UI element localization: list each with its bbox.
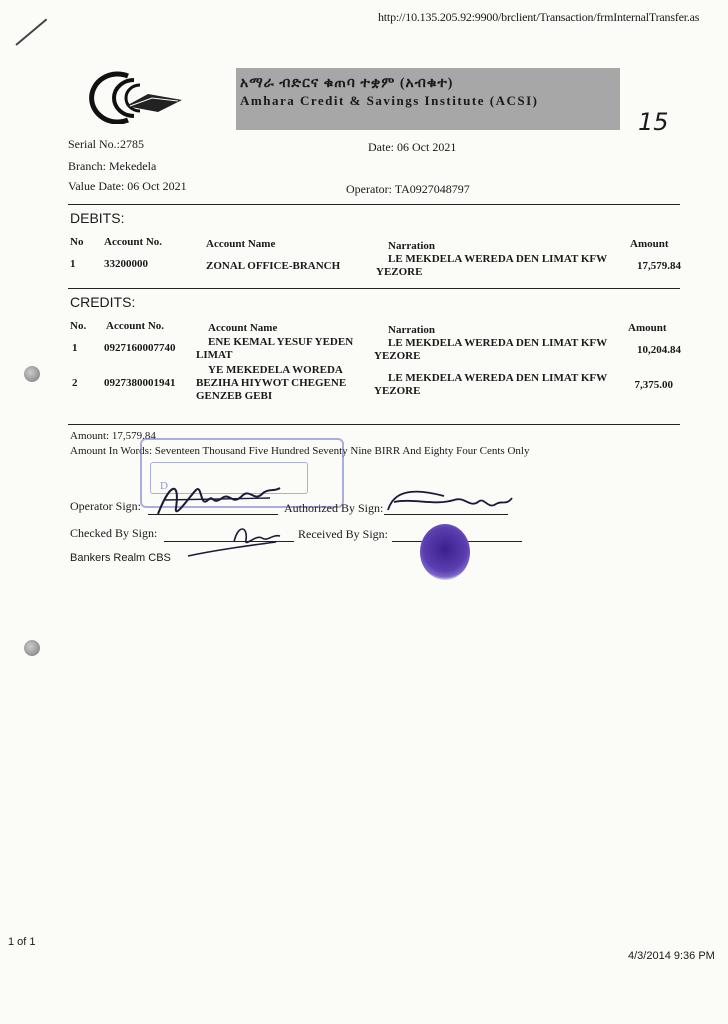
authorized-sign-label: Authorized By Sign: — [284, 501, 384, 515]
thumbprint-seal — [420, 524, 470, 580]
acsi-logo-icon — [78, 70, 188, 124]
credit-row-narration: LE MEKDELA WEREDA DEN LIMAT KFW YEZORE — [374, 372, 607, 397]
credits-header-account-name: Account Name — [208, 322, 278, 334]
debits-header-account-name: Account Name — [206, 238, 276, 250]
debit-row-account-no: 33200000 — [104, 258, 148, 270]
debits-header-account-no: Account No. — [104, 236, 163, 248]
debit-row-account-name: ZONAL OFFICE-BRANCH — [206, 260, 341, 272]
debits-title: DEBITS: — [70, 210, 125, 226]
authorized-signature-icon — [384, 486, 514, 518]
received-by-sign-label: Received By Sign: — [298, 527, 388, 541]
debits-header-no: No — [70, 236, 84, 248]
credit-row-no: 1 — [72, 342, 78, 354]
punch-hole — [24, 366, 40, 382]
credit-row-account-no: 0927380001941 — [104, 377, 176, 389]
org-name-amharic: አማራ ብድርና ቁጠባ ተቋም (አብቁተ) — [240, 76, 454, 91]
serial-number: Serial No.:2785 — [68, 137, 144, 151]
branch: Branch: Mekedela — [68, 159, 157, 173]
credit-row-account-name: YE MEKEDELA WOREDA BEZIHA HIYWOT CHEGENE GENZEB GEBI — [196, 364, 347, 402]
operator-signature-icon — [150, 478, 285, 522]
debit-row-no: 1 — [70, 258, 76, 270]
punch-hole — [24, 640, 40, 656]
divider — [68, 288, 680, 289]
credits-header-amount: Amount — [628, 322, 667, 334]
value-date: Value Date: 06 Oct 2021 — [68, 179, 187, 193]
credit-row-account-no: 0927160007740 — [104, 342, 176, 354]
print-url: http://10.135.205.92:9900/brclient/Transaction/frmInternalTransfer.as — [378, 10, 700, 24]
divider — [68, 204, 680, 205]
amount-in-words: Amount In Words: Seventeen Thousand Five Hundred Seventy Nine BIRR And Eighty Four Cents Only — [70, 445, 530, 457]
credit-row-amount: 7,375.00 — [634, 379, 673, 391]
operator-id: Operator: TA0927048797 — [346, 182, 470, 196]
debit-row-amount: 17,579.84 — [637, 260, 681, 272]
debits-header-amount: Amount — [630, 238, 669, 250]
print-datetime: 4/3/2014 9:36 PM — [628, 950, 715, 962]
debit-row-narration: LE MEKDELA WEREDA DEN LIMAT KFW YEZORE — [376, 253, 607, 278]
blue-stamp-text: D — [160, 480, 168, 492]
credit-row-amount: 10,204.84 — [637, 344, 681, 356]
org-name: Amhara Credit & Savings Institute (ACSI) — [240, 93, 539, 108]
credit-row-no: 2 — [72, 377, 78, 389]
system-name: Bankers Realm CBS — [70, 552, 171, 564]
pen-mark — [15, 19, 47, 46]
page-number: 1 of 1 — [8, 936, 36, 948]
credit-row-account-name: ENE KEMAL YESUF YEDEN LIMAT — [196, 336, 354, 361]
checked-signature-icon — [186, 522, 296, 560]
credits-header-no: No. — [70, 320, 87, 332]
total-amount: Amount: 17,579.84 — [70, 430, 156, 442]
credits-header-narration: Narration — [388, 324, 436, 336]
operator-sign-label: Operator Sign: — [70, 499, 141, 513]
credit-row-narration: LE MEKDELA WEREDA DEN LIMAT KFW YEZORE — [374, 337, 607, 362]
credits-title: CREDITS: — [70, 294, 136, 310]
divider — [68, 424, 680, 425]
credits-header-account-no: Account No. — [106, 320, 165, 332]
checked-by-sign-label: Checked By Sign: — [70, 526, 158, 540]
debits-header-narration: Narration — [388, 240, 436, 252]
handwritten-number: 15 — [638, 108, 669, 136]
document-date: Date: 06 Oct 2021 — [368, 140, 457, 154]
